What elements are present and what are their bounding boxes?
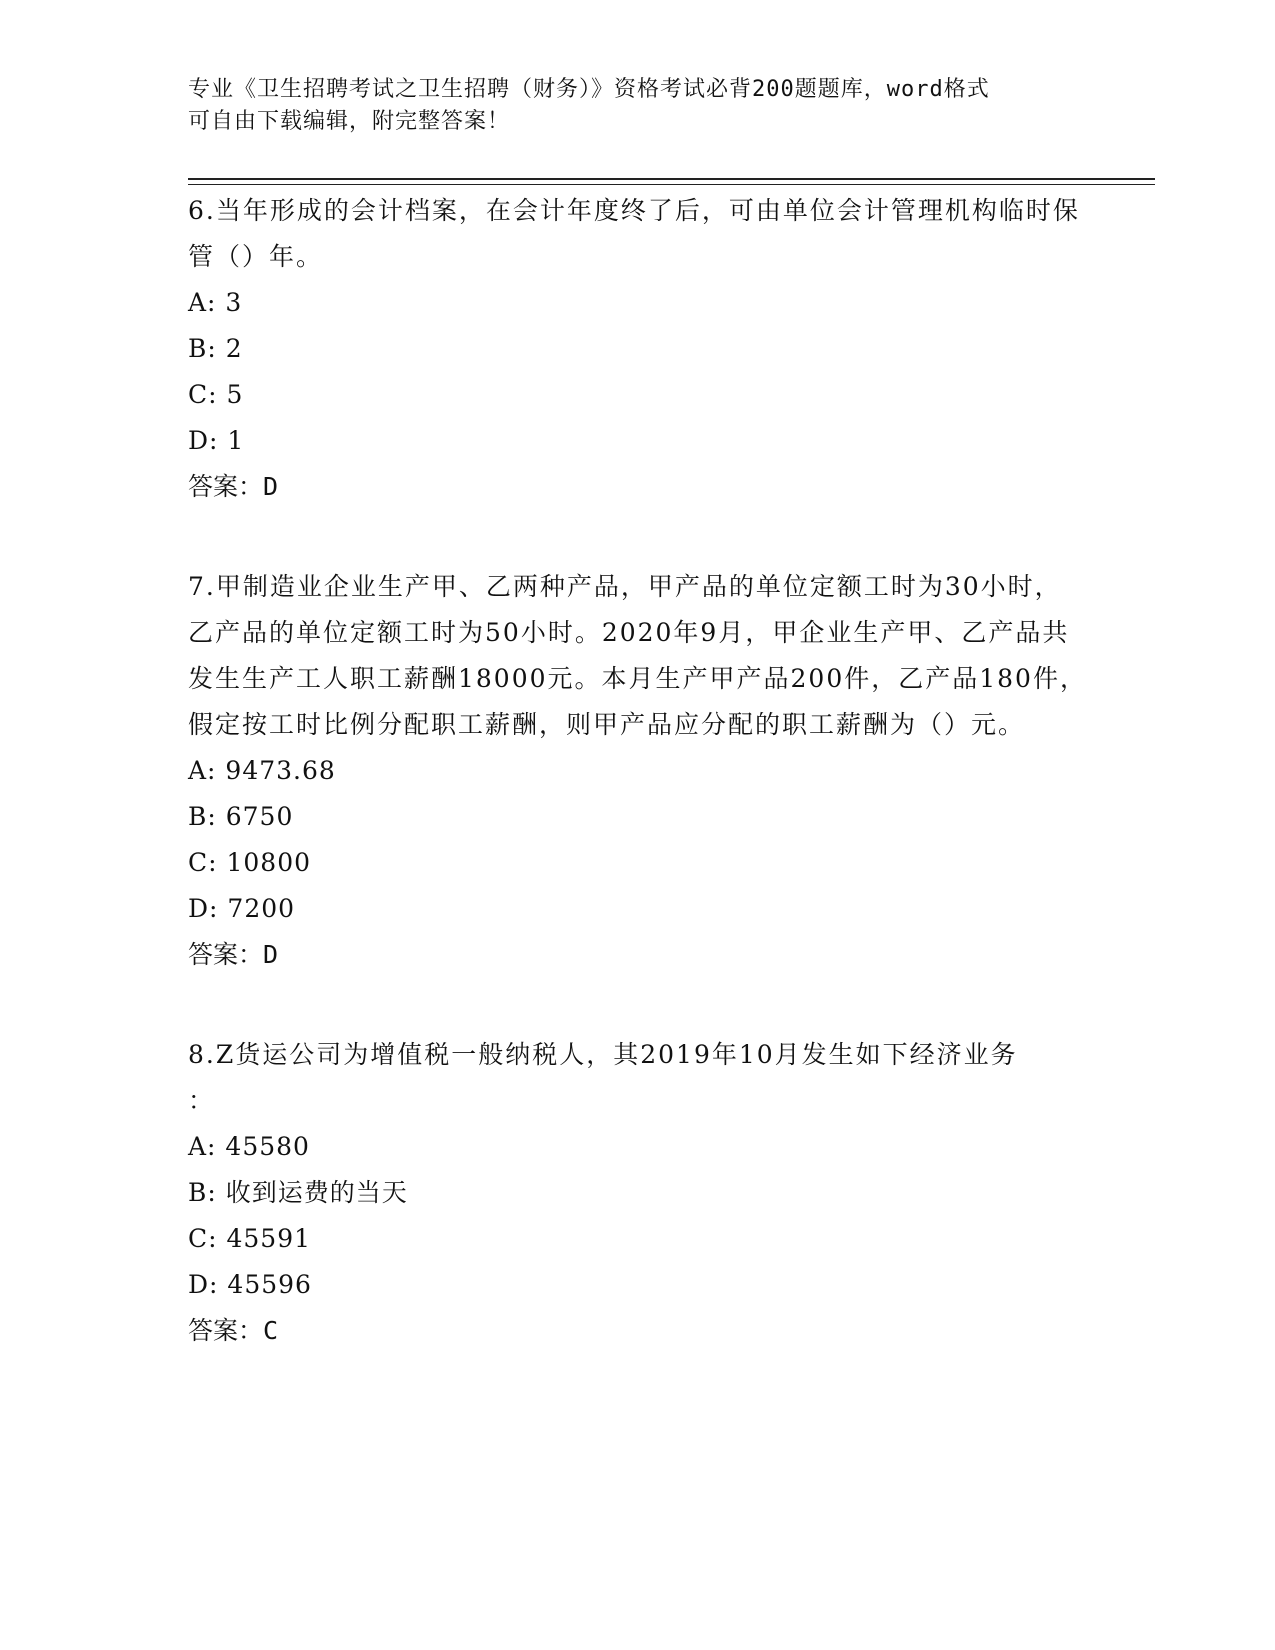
question-6 [188, 188, 1088, 510]
option-c: C: 45591 [188, 1224, 312, 1253]
header-divider-thick [188, 178, 1155, 180]
header-line-1: 专业《卫生招聘考试之卫生招聘（财务）》资格考试必背200题题库，word格式 [188, 77, 990, 102]
question-text: 8.Z货运公司为增值税一般纳税人，其2019年10月发生如下经济业务 [188, 1040, 1018, 1069]
option-d: D: 45596 [188, 1270, 312, 1299]
answer: 答案：D [188, 940, 279, 969]
document-header [188, 74, 1088, 138]
header-divider-thin [188, 184, 1155, 185]
option-b: B: 2 [188, 334, 243, 363]
option-a: A: 3 [188, 288, 243, 317]
question-8 [188, 1032, 1088, 1354]
question-text: 6.当年形成的会计档案，在会计年度终了后，可由单位会计管理机构临时保管（）年。 [188, 196, 1080, 271]
answer: 答案：C [188, 1316, 279, 1345]
header-line-2: 可自由下载编辑，附完整答案！ [188, 109, 511, 134]
question-7 [188, 564, 1088, 978]
option-d: D: 1 [188, 426, 245, 455]
option-d: D: 7200 [188, 894, 296, 923]
answer: 答案：D [188, 472, 279, 501]
option-c: C: 10800 [188, 848, 312, 877]
question-text-continuation: ： [188, 1086, 216, 1115]
question-text: 7.甲制造业企业生产甲、乙两种产品，甲产品的单位定额工时为30小时，乙产品的单位定额工时为50小时。2020年9月，甲企业生产甲、乙产品共发生生产工人职工薪酬18000元。本月生产甲产品200件，乙产品180件，假定按工时比例分配职工薪酬，则甲产品应分配的职工薪酬为（）元。 [188, 572, 1087, 739]
option-b: B: 收到运费的当天 [188, 1178, 408, 1207]
option-c: C: 5 [188, 380, 244, 409]
question-list [188, 188, 1088, 1408]
option-b: B: 6750 [188, 802, 294, 831]
option-a: A: 9473.68 [188, 756, 336, 785]
option-a: A: 45580 [188, 1132, 310, 1161]
